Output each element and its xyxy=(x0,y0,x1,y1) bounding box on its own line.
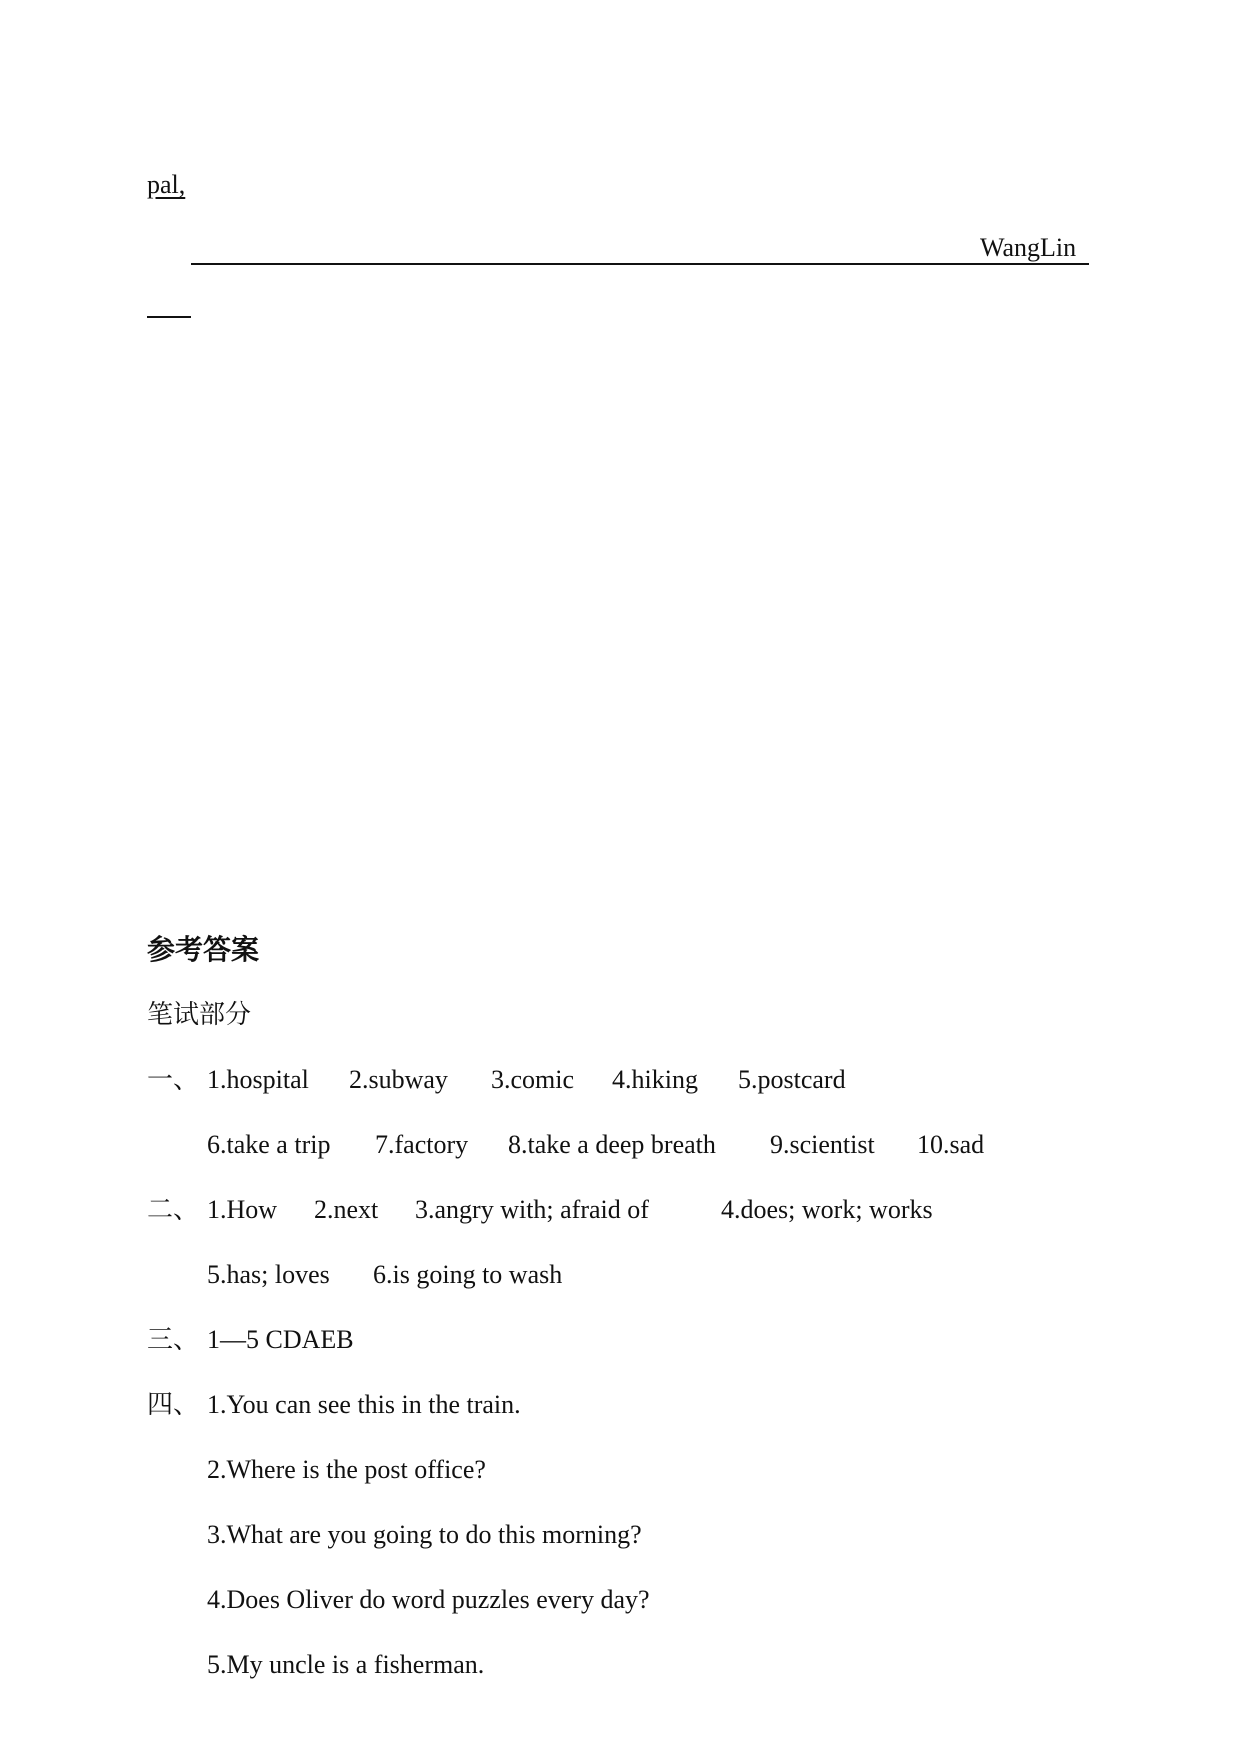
q1-answer: 10.sad xyxy=(917,1130,985,1159)
q4-answer: 2.Where is the post office? xyxy=(207,1455,486,1484)
q2-marker: 二、 xyxy=(147,1195,200,1225)
q1-answer: 8.take a deep breath xyxy=(508,1130,716,1159)
q1-answer: 3.comic xyxy=(491,1065,575,1094)
q4-answer: 4.Does Oliver do word puzzles every day? xyxy=(207,1585,650,1614)
q2-answer: 4.does; work; works xyxy=(721,1195,933,1224)
q3-answer: 1—5 CDAEB xyxy=(207,1325,354,1354)
q3-marker: 三、 xyxy=(147,1325,200,1355)
section-label: 笔试部分 xyxy=(147,1000,252,1030)
q4-answer: 3.What are you going to do this morning? xyxy=(207,1520,642,1549)
q2-answer: 5.has; loves xyxy=(207,1260,330,1289)
signature-underline xyxy=(191,263,1089,265)
q1-answer: 1.hospital xyxy=(207,1065,309,1094)
q1-answer: 7.factory xyxy=(375,1130,469,1159)
q1-answer: 6.take a trip xyxy=(207,1130,331,1159)
q4-answer: 1.You can see this in the train. xyxy=(207,1390,521,1419)
q4-marker: 四、 xyxy=(147,1390,200,1420)
letter-signature: WangLin xyxy=(980,233,1077,262)
answer-key-title: 参考答案 xyxy=(147,933,260,966)
q2-answer: 3.angry with; afraid of xyxy=(415,1195,649,1224)
q2-answer: 6.is going to wash xyxy=(373,1260,563,1289)
q1-answer: 4.hiking xyxy=(612,1065,698,1094)
q1-answer: 2.subway xyxy=(349,1065,448,1094)
letter-pal-text: pal, xyxy=(147,170,186,199)
short-underline xyxy=(147,316,191,318)
q2-answer: 2.next xyxy=(314,1195,379,1224)
q1-answer: 5.postcard xyxy=(738,1065,846,1094)
q2-answer: 1.How xyxy=(207,1195,278,1224)
q4-answer: 5.My uncle is a fisherman. xyxy=(207,1650,485,1679)
q1-marker: 一、 xyxy=(147,1065,200,1095)
q1-answer: 9.scientist xyxy=(770,1130,875,1159)
